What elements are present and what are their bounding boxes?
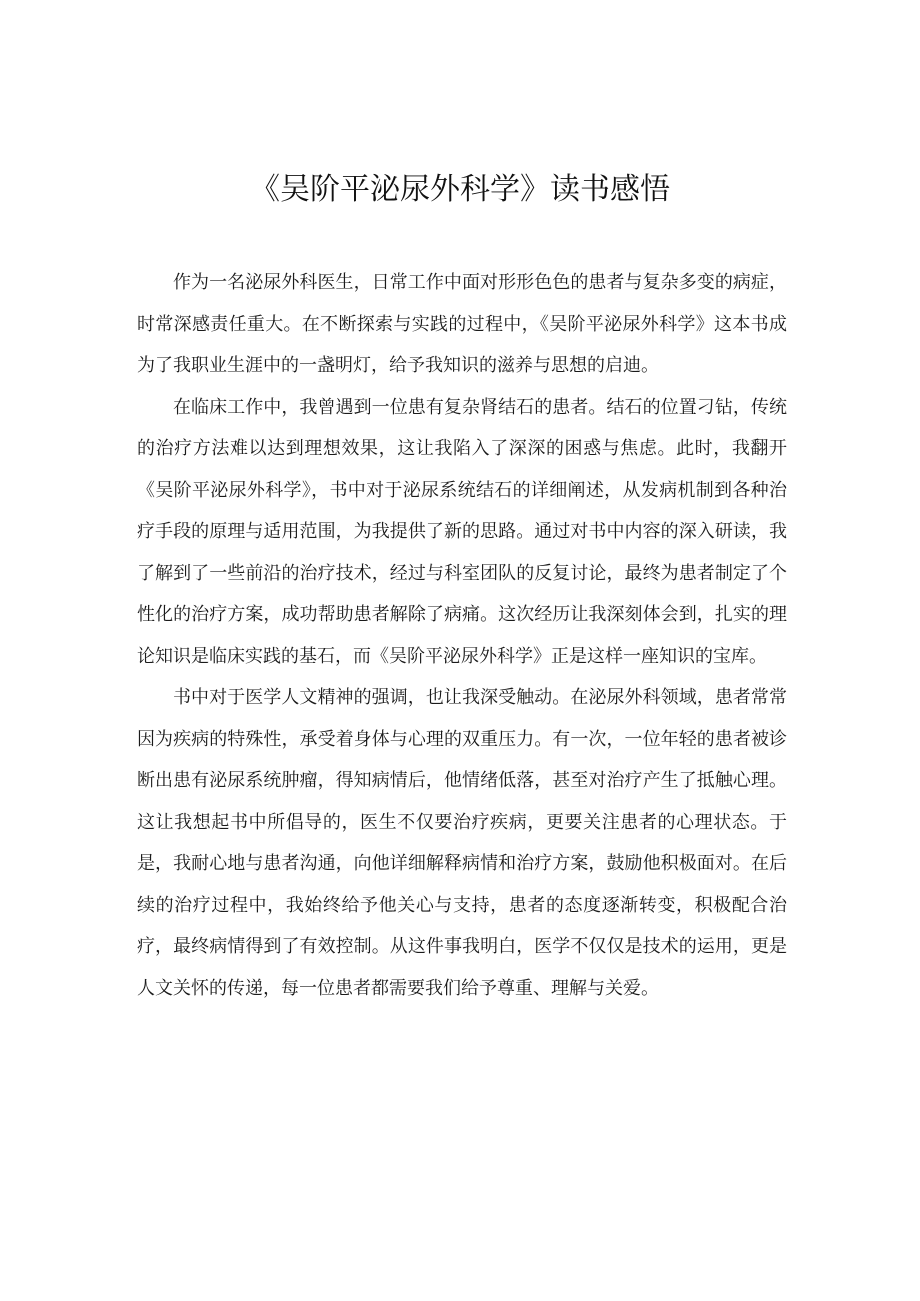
paragraph: 作为一名泌尿外科医生，日常工作中面对形形色色的患者与复杂多变的病症，时常深感责任重大。在不断探索与实践的过程中，《吴阶平泌尿外科学》这本书成为了我职业生涯中的一盏明灯，给予我知识的滋养与思想的启迪。 <box>137 272 787 376</box>
paragraph: 书中对于医学人文精神的强调，也让我深受触动。在泌尿外科领域，患者常常因为疾病的特殊性，承受着身体与心理的双重压力。有一次，一位年轻的患者被诊断出患有泌尿系统肿瘤，得知病情后，他情绪低落，甚至对治疗产生了抵触心理。这让我想起书中所倡导的，医生不仅要治疗疾病，更要关注患者的心理状态。于是，我耐心地与患者沟通，向他详细解释病情和治疗方案，鼓励他积极面对。在后续的治疗过程中，我始终给予他关心与支持，患者的态度逐渐转变，积极配合治疗，最终病情得到了有效控制。从这件事我明白，医学不仅仅是技术的运用，更是人文关怀的传递，每一位患者都需要我们给予尊重、理解与关爱。 <box>137 687 787 999</box>
paragraph: 在临床工作中，我曾遇到一位患有复杂肾结石的患者。结石的位置刁钻，传统的治疗方法难以达到理想效果，这让我陷入了深深的困惑与焦虑。此时，我翻开《吴阶平泌尿外科学》，书中对于泌尿系统结石的详细阐述，从发病机制到各种治疗手段的原理与适用范围，为我提供了新的思路。通过对书中内容的深入研读，我了解到了一些前沿的治疗技术，经过与科室团队的反复讨论，最终为患者制定了个性化的治疗方案，成功帮助患者解除了病痛。这次经历让我深刻体会到，扎实的理论知识是临床实践的基石，而《吴阶平泌尿外科学》正是这样一座知识的宝库。 <box>137 396 787 667</box>
document-body <box>137 262 787 1009</box>
document-title: 《吴阶平泌尿外科学》读书感悟 <box>250 172 670 207</box>
